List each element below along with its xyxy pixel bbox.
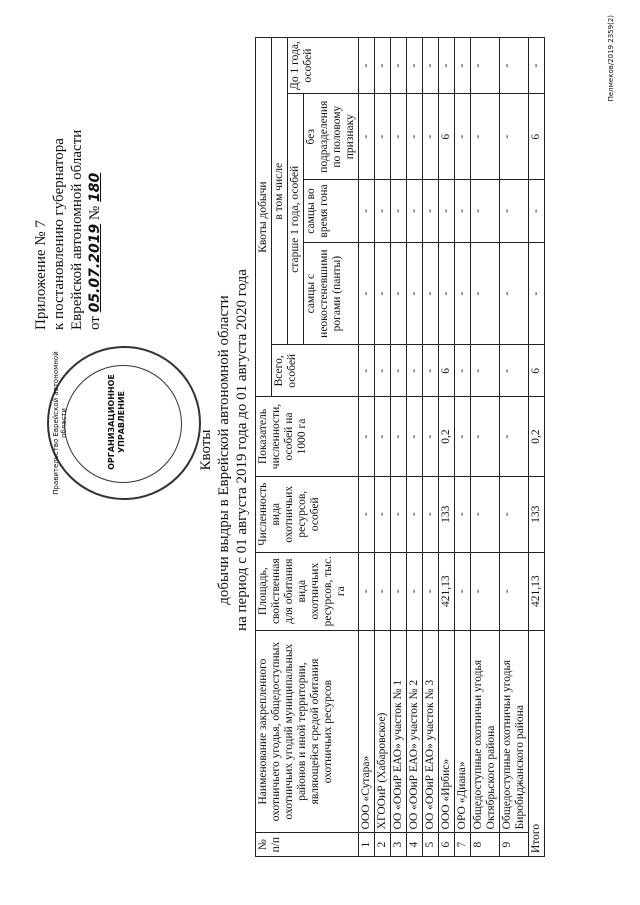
row-area: - xyxy=(407,552,423,630)
row-index: 0,2 xyxy=(439,397,455,477)
row-total: - xyxy=(423,345,439,397)
total-index: 0,2 xyxy=(529,397,545,477)
row-under1: - xyxy=(500,38,529,94)
row-under1: - xyxy=(359,38,375,94)
row-num: 2 xyxy=(375,833,391,857)
header-num: № п/п xyxy=(256,833,359,857)
row-area: - xyxy=(359,552,375,630)
row-males: - xyxy=(375,242,391,345)
row-males-rut: - xyxy=(423,180,439,242)
row-name: ООО «Ирбис» xyxy=(439,630,455,832)
annex-line-2: к постановлению губернатора xyxy=(51,138,67,330)
stamp-inner-line-2: УПРАВЛЕНИЕ xyxy=(117,391,126,453)
row-name: ОО «ООиР ЕАО» участок № 3 xyxy=(423,630,439,832)
header-area: Площадь, свойственная для обитания вида охотничьих ресурсов, тыс. га xyxy=(256,552,359,630)
annex-line-4 xyxy=(86,10,104,330)
row-count: - xyxy=(455,476,471,552)
row-count: 133 xyxy=(439,476,455,552)
row-under1: - xyxy=(439,38,455,94)
row-males: - xyxy=(439,242,455,345)
row-name: ОО «ООиР ЕАО» участок № 1 xyxy=(391,630,407,832)
row-num: 7 xyxy=(455,833,471,857)
row-area: - xyxy=(375,552,391,630)
header-incl: в том числе xyxy=(272,38,288,345)
total-area: 421,13 xyxy=(529,552,545,630)
row-total: - xyxy=(471,345,500,397)
row-num: 1 xyxy=(359,833,375,857)
row-name: ООО «Сутара» xyxy=(359,630,375,832)
row-name: Общедоступные охотничьи угодья Октябрьского района xyxy=(471,630,500,832)
table-row xyxy=(391,38,407,857)
row-name: ОО «ООиР ЕАО» участок № 2 xyxy=(407,630,423,832)
row-nosex: - xyxy=(471,94,500,180)
header-quotas: Квоты добычи xyxy=(256,38,272,397)
table-row xyxy=(375,38,391,857)
total-males: - xyxy=(529,242,545,345)
table-row xyxy=(471,38,500,857)
row-total: - xyxy=(375,345,391,397)
row-nosex: - xyxy=(359,94,375,180)
annex-block xyxy=(32,10,104,330)
row-under1: - xyxy=(423,38,439,94)
annex-date-prefix: от xyxy=(87,316,103,330)
row-males: - xyxy=(500,242,529,345)
row-index: - xyxy=(391,397,407,477)
row-index: - xyxy=(423,397,439,477)
row-under1: - xyxy=(407,38,423,94)
row-nosex: - xyxy=(423,94,439,180)
annex-line-1: Приложение № 7 xyxy=(33,220,49,330)
row-num: 3 xyxy=(391,833,407,857)
row-total: - xyxy=(500,345,529,397)
doc-period: на период с 01 августа 2019 года до 01 августа 2020 года xyxy=(234,269,250,631)
row-under1: - xyxy=(391,38,407,94)
table-row xyxy=(439,38,455,857)
header-count: Численность вида охотничьих ресурсов, особей xyxy=(256,476,359,552)
row-total: - xyxy=(407,345,423,397)
row-name: Общедоступные охотничьи угодья Биробиджанского района xyxy=(500,630,529,832)
row-count: - xyxy=(375,476,391,552)
row-males: - xyxy=(359,242,375,345)
stamp-inner-text xyxy=(107,374,127,470)
row-nosex: - xyxy=(407,94,423,180)
row-total: - xyxy=(359,345,375,397)
row-count: - xyxy=(391,476,407,552)
table-row xyxy=(455,38,471,857)
total-label: Итого xyxy=(529,630,545,856)
table-row xyxy=(407,38,423,857)
row-area: - xyxy=(391,552,407,630)
row-num: 5 xyxy=(423,833,439,857)
header-males: самцы с неокостеневшими рогами (панты) xyxy=(304,242,359,345)
row-area: - xyxy=(423,552,439,630)
row-count: - xyxy=(500,476,529,552)
stamp-ring-text: Правительство Еврейской автономной области xyxy=(52,351,68,495)
total-nosex: 6 xyxy=(529,94,545,180)
row-count: - xyxy=(471,476,500,552)
total-under1: - xyxy=(529,38,545,94)
total-males-rut: - xyxy=(529,180,545,242)
table-row xyxy=(359,38,375,857)
row-males-rut: - xyxy=(500,180,529,242)
row-males-rut: - xyxy=(455,180,471,242)
doc-subtitle: добычи выдры в Еврейской автономной области xyxy=(216,295,232,605)
annex-date: 05.07.2019 xyxy=(87,223,103,313)
annex-num-label: № xyxy=(87,205,103,221)
doc-title: Квоты xyxy=(198,429,214,471)
header-nosex: без подразделения по половому признаку xyxy=(304,94,359,180)
row-index: - xyxy=(359,397,375,477)
quotas-table xyxy=(255,37,545,857)
annex-line-3: Еврейской автономной области xyxy=(69,129,85,330)
header-index: Показатель численности, особей на 1000 га xyxy=(256,397,359,477)
row-males: - xyxy=(407,242,423,345)
row-total: - xyxy=(455,345,471,397)
header-older: старше 1 года, особей xyxy=(288,94,304,345)
row-males-rut: - xyxy=(471,180,500,242)
row-num: 6 xyxy=(439,833,455,857)
header-total: Всего, особей xyxy=(272,345,359,397)
total-total: 6 xyxy=(529,345,545,397)
row-area: 421,13 xyxy=(439,552,455,630)
row-under1: - xyxy=(471,38,500,94)
row-nosex: - xyxy=(375,94,391,180)
row-area: - xyxy=(455,552,471,630)
header-name: Наименование закрепленного охотничьего угодья, общедоступных охотничьих угодий муниципальных районов и иной территории, являющейся средой обитания охотничьих ресурсов xyxy=(256,630,359,832)
table-row xyxy=(500,38,529,857)
row-num: 8 xyxy=(471,833,500,857)
row-total: - xyxy=(391,345,407,397)
row-males: - xyxy=(471,242,500,345)
official-stamp xyxy=(47,346,201,500)
row-index: - xyxy=(375,397,391,477)
table-row xyxy=(423,38,439,857)
row-area: - xyxy=(471,552,500,630)
header-under1: До 1 года, особей xyxy=(288,38,359,94)
row-num: 4 xyxy=(407,833,423,857)
row-index: - xyxy=(407,397,423,477)
row-males: - xyxy=(391,242,407,345)
row-index: - xyxy=(500,397,529,477)
row-males-rut: - xyxy=(359,180,375,242)
row-nosex: - xyxy=(391,94,407,180)
total-count: 133 xyxy=(529,476,545,552)
row-count: - xyxy=(407,476,423,552)
row-under1: - xyxy=(455,38,471,94)
row-males-rut: - xyxy=(391,180,407,242)
annex-number: 180 xyxy=(87,172,103,202)
row-count: - xyxy=(423,476,439,552)
footer-code: Пелмеков/2019 2359(2) xyxy=(607,15,615,102)
row-count: - xyxy=(359,476,375,552)
row-males-rut: - xyxy=(375,180,391,242)
row-males: - xyxy=(455,242,471,345)
row-under1: - xyxy=(375,38,391,94)
row-males-rut: - xyxy=(439,180,455,242)
row-area: - xyxy=(500,552,529,630)
header-males-rut: самцы во время гона xyxy=(304,180,359,242)
row-name: ОРО «Диана» xyxy=(455,630,471,832)
row-males: - xyxy=(423,242,439,345)
total-row xyxy=(529,38,545,857)
row-index: - xyxy=(471,397,500,477)
row-nosex: - xyxy=(500,94,529,180)
row-nosex: - xyxy=(455,94,471,180)
stamp-inner-line-1: ОРГАНИЗАЦИОННОЕ xyxy=(107,374,116,470)
rotated-content xyxy=(15,15,615,885)
row-num: 9 xyxy=(500,833,529,857)
row-males-rut: - xyxy=(407,180,423,242)
row-name: ХГООиР (Хабаровское) xyxy=(375,630,391,832)
row-total: 6 xyxy=(439,345,455,397)
row-nosex: 6 xyxy=(439,94,455,180)
row-index: - xyxy=(455,397,471,477)
